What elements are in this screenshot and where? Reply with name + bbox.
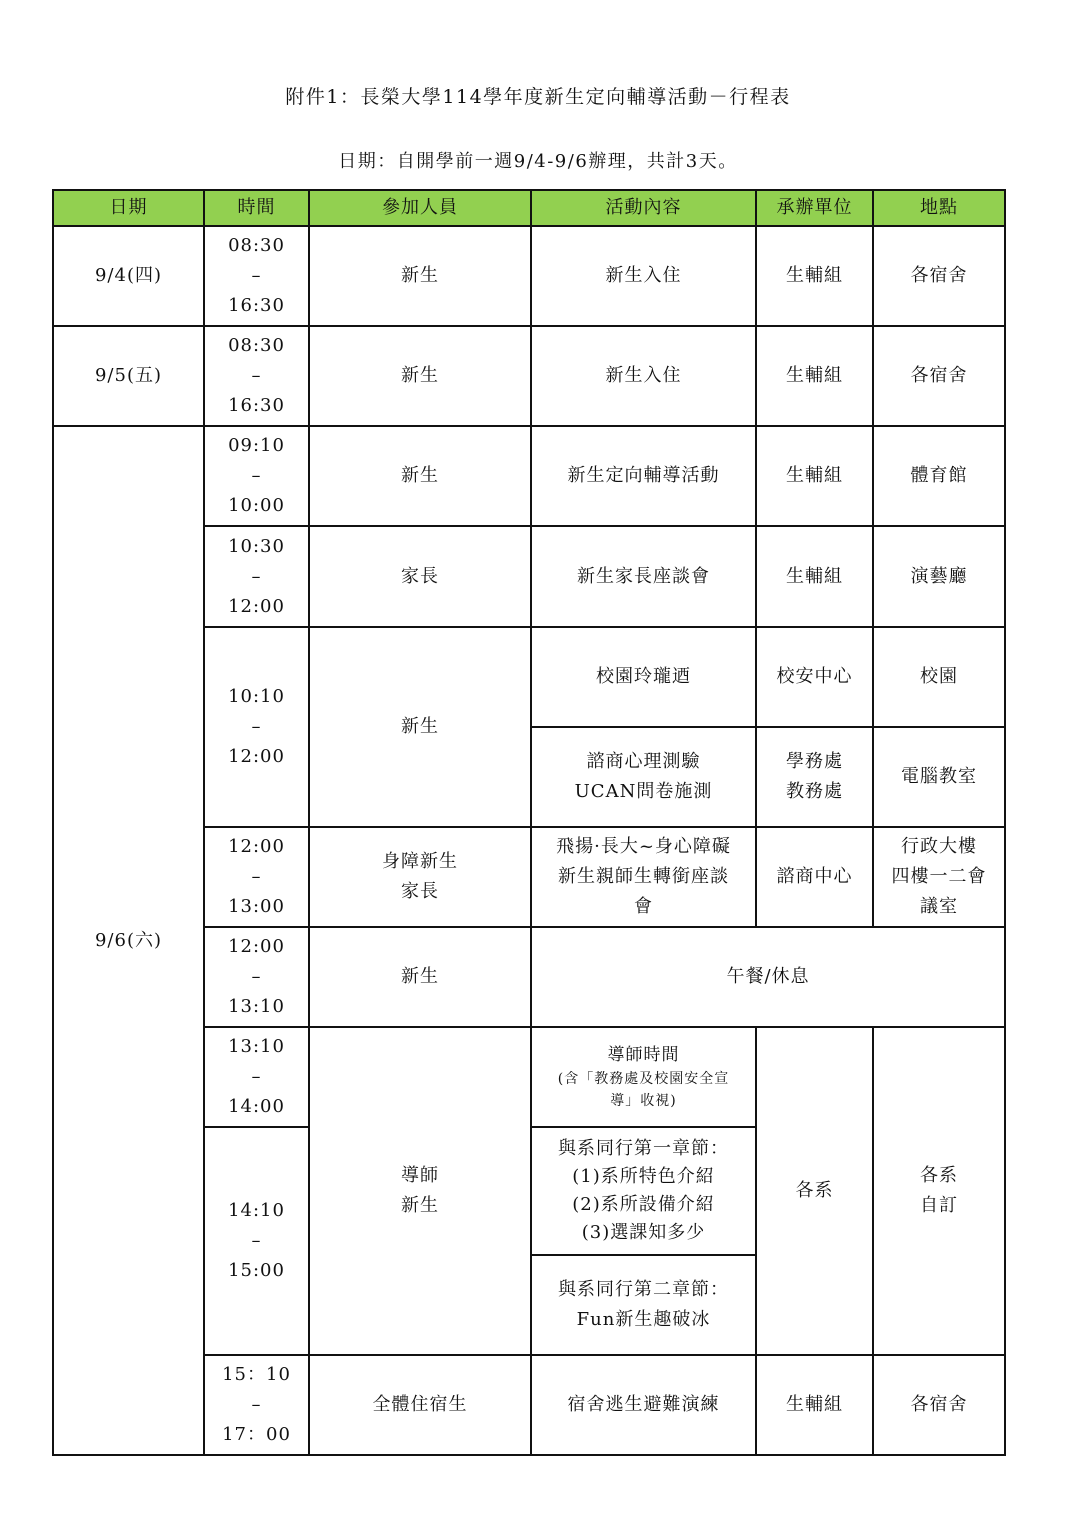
participants-cell: 家長 — [309, 526, 531, 626]
activity-cell: 導師時間 (含「教務處及校園安全宣 導」收視) — [531, 1027, 756, 1127]
time-cell: 10:10 – 12:00 — [204, 627, 309, 827]
activity-cell: 諮商心理測驗 UCAN問卷施測 — [531, 727, 756, 827]
location-cell: 行政大樓 四樓一二會 議室 — [873, 827, 1005, 927]
header-date: 日期 — [53, 190, 204, 226]
header-location: 地點 — [873, 190, 1005, 226]
time-cell: 08:30 – 16:30 — [204, 226, 309, 326]
header-participants: 參加人員 — [309, 190, 531, 226]
participants-cell: 身障新生 家長 — [309, 827, 531, 927]
activity-cell: 午餐/休息 — [531, 927, 1005, 1027]
table-row — [53, 226, 1005, 326]
header-activity: 活動內容 — [531, 190, 756, 226]
participants-cell: 導師 新生 — [309, 1027, 531, 1355]
table-header-row — [53, 190, 1005, 226]
unit-cell: 校安中心 — [756, 627, 873, 727]
location-cell: 體育館 — [873, 426, 1005, 526]
time-cell: 10:30 – 12:00 — [204, 526, 309, 626]
location-cell: 電腦教室 — [873, 727, 1005, 827]
date-cell: 9/4(四) — [53, 226, 204, 326]
header-unit: 承辦單位 — [756, 190, 873, 226]
table-row — [53, 326, 1005, 426]
activity-cell: 宿舍逃生避難演練 — [531, 1355, 756, 1455]
location-cell: 各宿舍 — [873, 1355, 1005, 1455]
location-cell: 各宿舍 — [873, 226, 1005, 326]
activity-cell: 與系同行第一章節： (1)系所特色介紹 (2)系所設備介紹 (3)選課知多少 — [531, 1127, 756, 1254]
time-cell: 15：10 – 17：00 — [204, 1355, 309, 1455]
time-cell: 14:10 – 15:00 — [204, 1127, 309, 1354]
time-cell: 12:00 – 13:00 — [204, 827, 309, 927]
activity-cell: 飛揚·長大~身心障礙 新生親師生轉銜座談 會 — [531, 827, 756, 927]
participants-cell: 新生 — [309, 426, 531, 526]
activity-cell: 新生入住 — [531, 326, 756, 426]
table-row — [53, 426, 1005, 526]
participants-cell: 新生 — [309, 326, 531, 426]
time-cell: 13:10 – 14:00 — [204, 1027, 309, 1127]
activity-cell: 新生入住 — [531, 226, 756, 326]
unit-cell: 諮商中心 — [756, 827, 873, 927]
activity-cell: 與系同行第二章節： Fun新生趣破冰 — [531, 1255, 756, 1355]
participants-cell: 新生 — [309, 627, 531, 827]
page-title: 附件1：長榮大學114學年度新生定向輔導活動－行程表 — [285, 86, 791, 108]
location-cell: 演藝廳 — [873, 526, 1005, 626]
activity-cell: 新生定向輔導活動 — [531, 426, 756, 526]
time-cell: 08:30 – 16:30 — [204, 326, 309, 426]
activity-cell: 新生家長座談會 — [531, 526, 756, 626]
time-cell: 09:10 – 10:00 — [204, 426, 309, 526]
activity-cell: 校園玲瓏迺 — [531, 627, 756, 727]
unit-cell: 生輔組 — [756, 326, 873, 426]
participants-cell: 全體住宿生 — [309, 1355, 531, 1455]
participants-cell: 新生 — [309, 226, 531, 326]
location-cell: 校園 — [873, 627, 1005, 727]
unit-cell: 學務處 教務處 — [756, 727, 873, 827]
page-subtitle: 日期：自開學前一週9/4-9/6辦理，共計3天。 — [338, 151, 738, 172]
date-cell: 9/6(六) — [53, 426, 204, 1455]
time-cell: 12:00 – 13:10 — [204, 927, 309, 1027]
location-cell: 各宿舍 — [873, 326, 1005, 426]
unit-cell: 生輔組 — [756, 1355, 873, 1455]
unit-cell: 生輔組 — [756, 226, 873, 326]
participants-cell: 新生 — [309, 927, 531, 1027]
location-cell: 各系 自訂 — [873, 1027, 1005, 1355]
header-time: 時間 — [204, 190, 309, 226]
date-cell: 9/5(五) — [53, 326, 204, 426]
unit-cell: 生輔組 — [756, 426, 873, 526]
unit-cell: 各系 — [756, 1027, 873, 1355]
schedule-table — [52, 189, 1006, 1456]
unit-cell: 生輔組 — [756, 526, 873, 626]
